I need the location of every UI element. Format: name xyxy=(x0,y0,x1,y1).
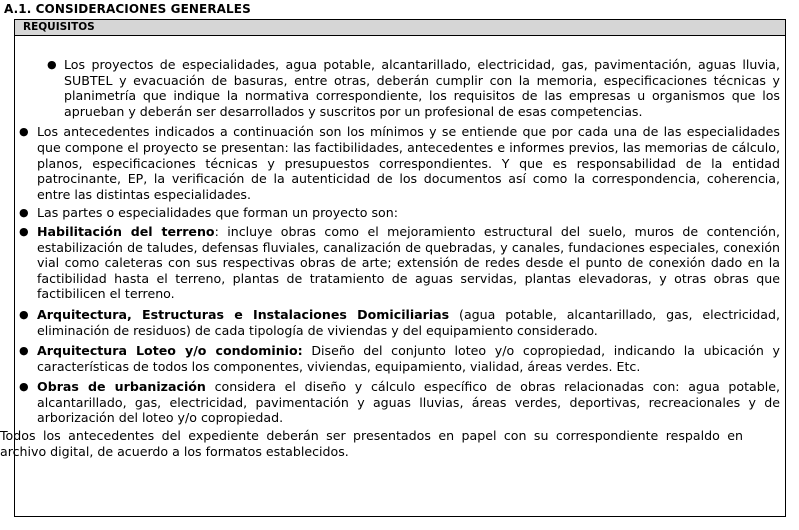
item-text: Las partes o especialidades que forman un proyecto son: xyxy=(37,205,398,221)
list-item xyxy=(0,307,780,338)
list-item xyxy=(0,124,780,202)
item-heading: Habilitación del terreno xyxy=(37,223,215,239)
item-text: Los antecedentes indicados a continuación son los mínimos y se entiende que por cada una de las especialidades que compone el proyecto se presentan: las factibilidades, antecedentes e informes previos, las memorias de cálculo, planos, especificaciones técnicas y presupuestos correspondientes. Y que es responsabilidad de la entidad patrocinante, EP, la verificación de la autenticidad de los documentos así como la correspondencia, coherencia, entre las distintas especialidades. xyxy=(37,124,780,202)
requirements-header: REQUISITOS xyxy=(15,20,785,36)
list-item xyxy=(0,224,780,302)
closing-paragraph: Todos los antecedentes del expediente deberán ser presentados en papel con su correspondiente respaldo en archivo digital, de acuerdo a los formatos establecidos. xyxy=(0,428,743,459)
item-text: Los proyectos de especialidades, agua potable, alcantarillado, electricidad, gas, pavimentación, aguas lluvia, SUBTEL y evacuación de basuras, entre otras, deberán cumplir con la memoria, especificaciones técnicas y planimetría que indique la normativa correspondiente, los requisitos de las empresas u organismos que los aprueban y deberán ser desarrollados y suscritos por un profesional de esas competencias. xyxy=(64,57,780,119)
section-title: A.1. CONSIDERACIONES GENERALES xyxy=(4,2,251,16)
bullet-icon: ● xyxy=(19,125,29,139)
item-text: (agua potable, alcantarillado, gas, electricidad, eliminación de residuos) de cada tipología de viviendas y del equipamiento considerado. xyxy=(37,306,780,338)
list-item xyxy=(0,379,780,426)
bullet-icon: ● xyxy=(19,307,29,321)
item-heading: Arquitectura, Estructuras e Instalaciones Domiciliarias xyxy=(37,306,450,322)
list-item xyxy=(37,57,780,119)
item-heading: Arquitectura Loteo y/o condominio: xyxy=(37,343,303,359)
list-item xyxy=(0,205,780,221)
requirements-list xyxy=(19,57,780,426)
item-heading: Obras de urbanización xyxy=(37,379,206,395)
item-text: : incluye obras como el mejoramiento estructural del suelo, muros de contención, estabilización de taludes, defensas fluviales, canalización de quebradas, y canales, fundaciones especiales, conexión vial como caleteras con sus respectivas obras de arte; extensión de redes desde el punto de conexión dado en la factibilidad hasta el terreno, plantas de tratamiento de aguas servidas, plantas elevadoras, y otras obras que factibilicen el terreno. xyxy=(37,223,780,302)
requirements-content xyxy=(0,57,780,459)
bullet-icon: ● xyxy=(19,344,29,358)
bullet-icon: ● xyxy=(47,58,57,71)
item-text: Diseño del conjunto loteo y/o copropiedad, indicando la ubicación y características de todos los componentes, viviendas, equipamiento, vialidad, áreas verdes. Etc. xyxy=(37,343,780,374)
bullet-icon: ● xyxy=(19,206,29,220)
list-item xyxy=(0,343,780,374)
item-text: considera el diseño y cálculo específico de obras relacionadas con: agua potable, alcantarillado, gas, electricidad, pavimentación y aguas lluvias, áreas verdes, deportivas, recreacionales y de arborización del loteo y/o copropiedad. xyxy=(37,379,780,426)
bullet-icon: ● xyxy=(19,224,29,238)
bullet-icon: ● xyxy=(19,380,29,394)
